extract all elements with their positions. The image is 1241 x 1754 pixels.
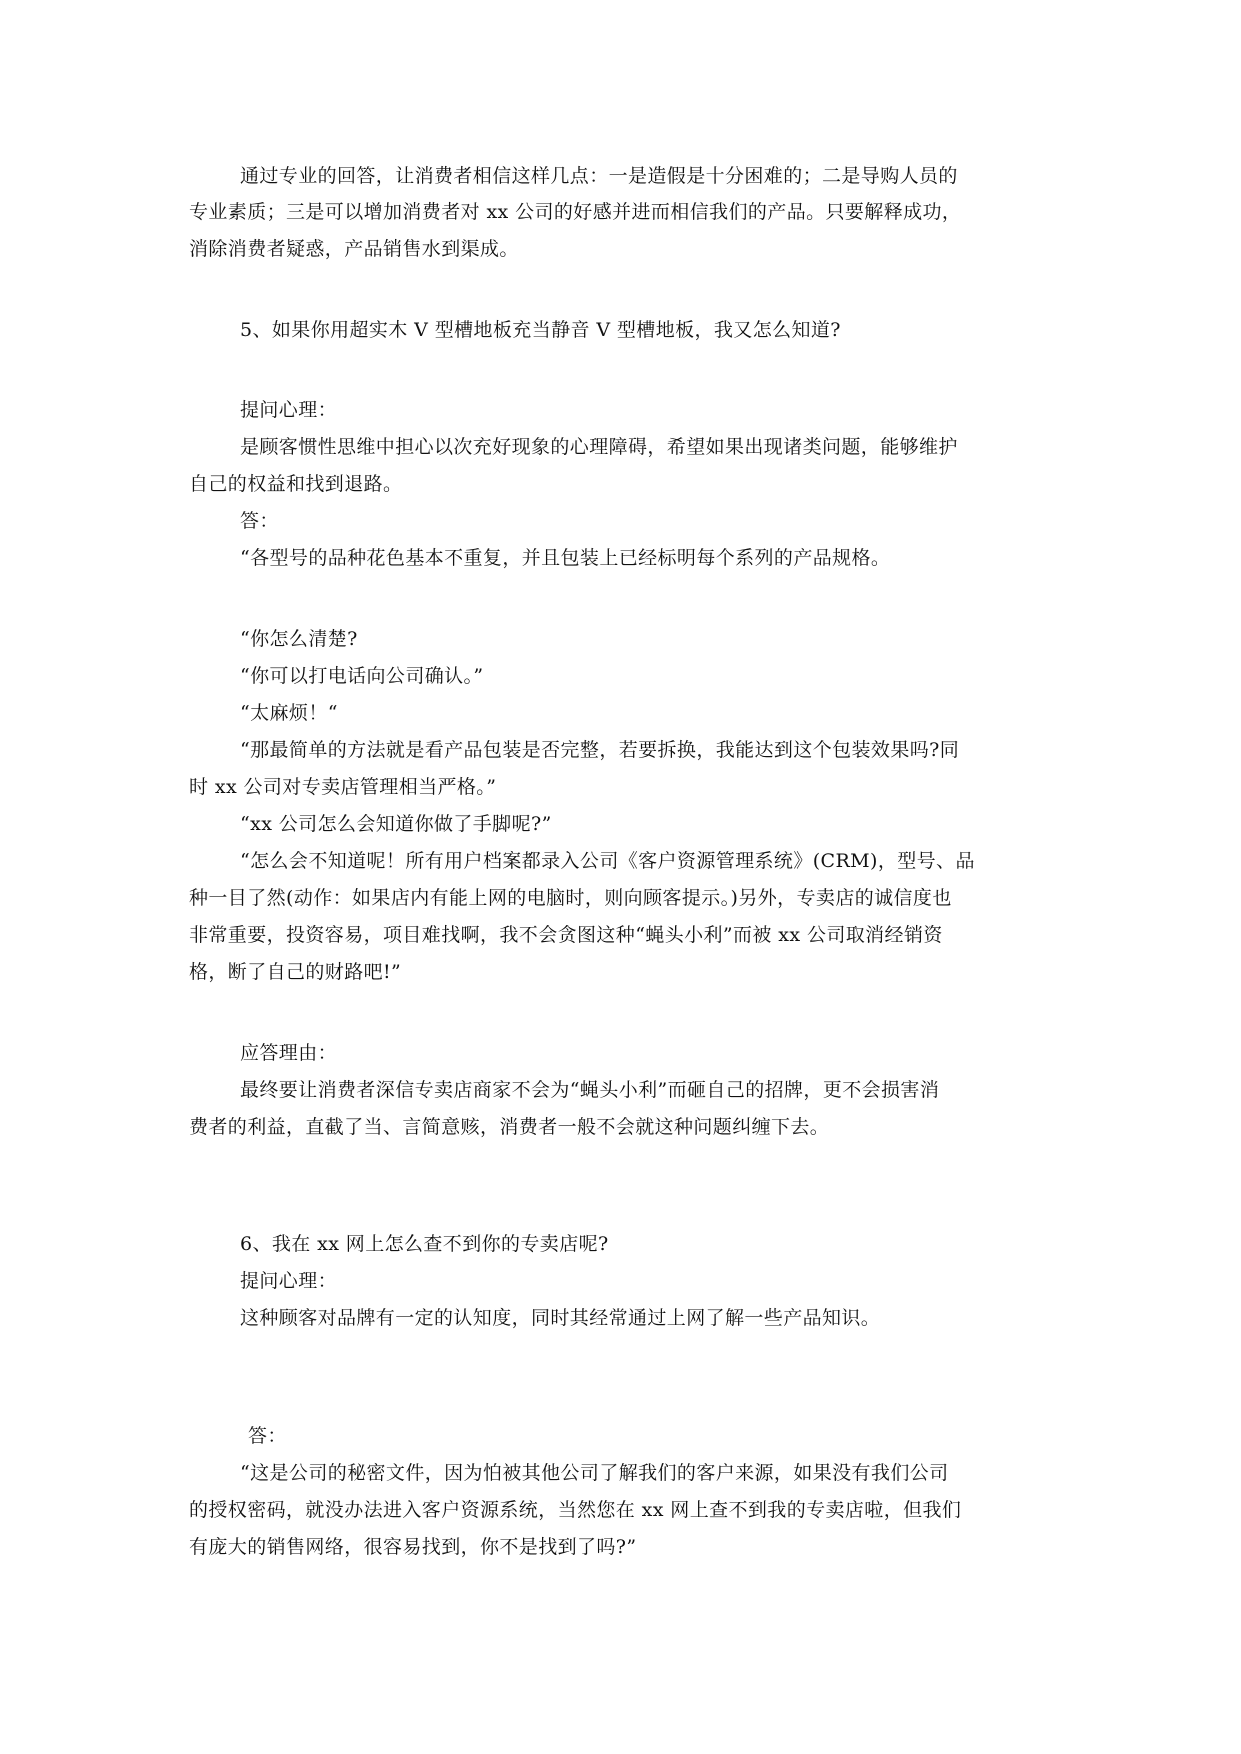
paragraph-line: 最终要让消费者深信专卖店商家不会为“蝇头小利”而砸自己的招牌，更不会损害消 [240,1079,940,1101]
section-label: 答： [248,1425,287,1447]
section-label: 答： [240,510,279,532]
section-label: 提问心理： [240,399,338,421]
paragraph-line: 自己的权益和找到退路。 [189,473,403,495]
dialogue-line: “怎么会不知道呢！所有用户档案都录入公司《客户资源管理系统》(CRM)，型号、品 [240,850,975,872]
section-label: 提问心理： [240,1270,338,1292]
dialogue-line: “xx 公司怎么会知道你做了手脚呢?” [240,813,552,835]
question-heading: 5、如果你用超实木 V 型槽地板充当静音 V 型槽地板，我又怎么知道? [240,319,841,341]
dialogue-line: “你怎么清楚? [240,628,358,650]
dialogue-line: “太麻烦！“ [240,702,338,724]
paragraph-line: 是顾客惯性思维中担心以次充好现象的心理障碍，希望如果出现诸类问题，能够维护 [240,436,958,458]
dialogue-line: 有庞大的销售网络，很容易找到，你不是找到了吗?” [189,1536,637,1558]
paragraph-line: 专业素质；三是可以增加消费者对 xx 公司的好感并进而相信我们的产品。只要解释成功， [189,201,962,223]
paragraph-line: 通过专业的回答，让消费者相信这样几点：一是造假是十分困难的；二是导购人员的 [240,165,958,187]
dialogue-line: 格，断了自己的财路吧!” [189,961,402,983]
paragraph-line: 这种顾客对品牌有一定的认知度，同时其经常通过上网了解一些产品知识。 [240,1307,881,1329]
dialogue-line: 的授权密码，就没办法进入客户资源系统，当然您在 xx 网上查不到我的专卖店啦，但我们 [189,1499,962,1521]
dialogue-line: “你可以打电话向公司确认。” [240,665,484,687]
dialogue-line: “那最简单的方法就是看产品包装是否完整，若要拆换，我能达到这个包装效果吗?同 [240,739,960,761]
paragraph-line: 消除消费者疑惑，产品销售水到渠成。 [189,238,519,260]
dialogue-line: 种一目了然(动作：如果店内有能上网的电脑时，则向顾客提示。)另外，专卖店的诚信度也 [189,887,952,909]
dialogue-line: 时 xx 公司对专卖店管理相当严格。” [189,776,497,798]
paragraph-line: 费者的利益，直截了当、言简意赅，消费者一般不会就这种问题纠缠下去。 [189,1116,830,1138]
dialogue-line: 非常重要，投资容易，项目难找啊，我不会贪图这种“蝇头小利”而被 xx 公司取消经销资 [189,924,943,946]
dialogue-line: “这是公司的秘密文件，因为怕被其他公司了解我们的客户来源，如果没有我们公司 [240,1462,949,1484]
section-label: 应答理由： [240,1042,338,1064]
question-heading: 6、我在 xx 网上怎么查不到你的专卖店呢? [240,1233,609,1255]
dialogue-line: “各型号的品种花色基本不重复，并且包装上已经标明每个系列的产品规格。 [240,547,891,569]
